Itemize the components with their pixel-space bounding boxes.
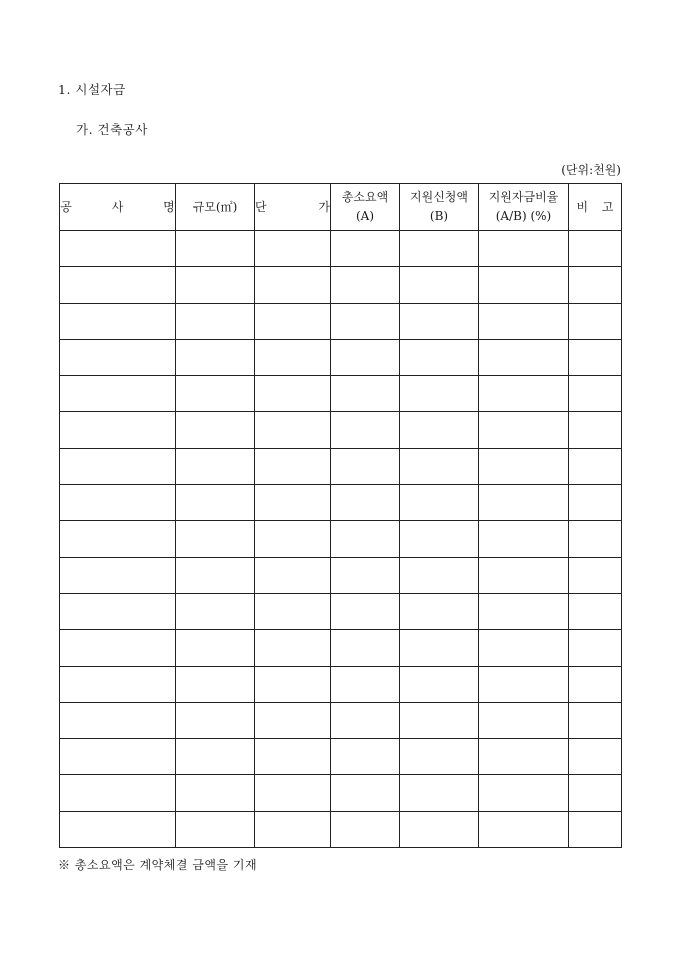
table-cell[interactable] [479,412,569,448]
table-cell[interactable] [400,448,479,484]
table-cell[interactable] [479,485,569,521]
table-cell[interactable] [400,412,479,448]
table-cell[interactable] [60,521,176,557]
header-support-request-sub: (B) [429,209,449,223]
table-row [60,811,622,847]
section-title: 1. 시설자금 [58,82,126,97]
table-row [60,485,622,521]
table-cell[interactable] [400,303,479,339]
table-cell[interactable] [569,521,622,557]
table-cell[interactable] [479,521,569,557]
table-cell[interactable] [479,775,569,811]
table-cell[interactable] [479,231,569,267]
table-cell[interactable] [60,448,176,484]
table-cell[interactable] [479,593,569,629]
table-cell[interactable] [255,412,331,448]
table-cell[interactable] [569,630,622,666]
table-cell[interactable] [331,593,400,629]
unit-note: (단위:천원) [561,163,621,177]
table-cell[interactable] [60,557,176,593]
table-row [60,267,622,303]
header-remarks [569,184,622,231]
table-cell[interactable] [569,376,622,412]
table-cell[interactable] [255,739,331,775]
table-cell[interactable] [176,376,255,412]
table-cell[interactable] [331,485,400,521]
table-row [60,521,622,557]
table-cell[interactable] [331,412,400,448]
table-row [60,448,622,484]
table-cell[interactable] [331,303,400,339]
table-cell[interactable] [176,666,255,702]
table-row [60,702,622,738]
table-cell[interactable] [569,339,622,375]
table-cell[interactable] [400,666,479,702]
table-cell[interactable] [176,775,255,811]
header-total-required-sub: (A) [355,209,375,223]
table-cell[interactable] [60,811,176,847]
table-cell[interactable] [400,267,479,303]
table-cell[interactable] [60,412,176,448]
table-cell[interactable] [331,231,400,267]
table-cell[interactable] [569,231,622,267]
table-cell[interactable] [569,702,622,738]
table-cell[interactable] [479,739,569,775]
table-cell[interactable] [60,339,176,375]
table-cell[interactable] [255,811,331,847]
table-cell[interactable] [331,376,400,412]
table-cell[interactable] [176,702,255,738]
table-cell[interactable] [400,231,479,267]
table-cell[interactable] [176,557,255,593]
table-cell[interactable] [60,630,176,666]
construction-cost-table [59,183,622,848]
table-cell[interactable] [479,811,569,847]
table-cell[interactable] [331,811,400,847]
table-cell[interactable] [400,485,479,521]
table-cell[interactable] [400,376,479,412]
table-row [60,775,622,811]
table-cell[interactable] [60,303,176,339]
table-cell[interactable] [60,231,176,267]
table-cell[interactable] [255,485,331,521]
table-cell[interactable] [331,339,400,375]
table-row [60,339,622,375]
header-scale-label: 규모(㎡) [192,199,238,214]
table-cell[interactable] [569,303,622,339]
header-project-name [60,184,193,231]
header-remarks-label: 비 고 [576,199,619,214]
table-cell[interactable] [400,339,479,375]
table-cell[interactable] [331,521,400,557]
table-cell[interactable] [479,376,569,412]
table-cell[interactable] [255,267,331,303]
header-unit-price-label: 단 가 [255,199,354,214]
table-cell[interactable] [60,666,176,702]
table-row [60,739,622,775]
table-cell[interactable] [331,739,400,775]
table-cell[interactable] [255,666,331,702]
table-cell[interactable] [400,702,479,738]
table-cell[interactable] [569,666,622,702]
table-cell[interactable] [176,448,255,484]
table-cell[interactable] [176,303,255,339]
table-cell[interactable] [479,557,569,593]
table-cell[interactable] [331,775,400,811]
table-cell[interactable] [176,811,255,847]
table-row [60,593,622,629]
table-cell[interactable] [569,593,622,629]
table-row [60,412,622,448]
table-cell[interactable] [255,303,331,339]
table-row [60,303,622,339]
table-cell[interactable] [331,448,400,484]
table-cell[interactable] [60,267,176,303]
table-cell[interactable] [569,412,622,448]
header-unit-price [255,184,354,231]
table-cell[interactable] [479,267,569,303]
table-cell[interactable] [176,630,255,666]
table-cell[interactable] [479,666,569,702]
table-cell[interactable] [400,557,479,593]
subsection-title: 가. 건축공사 [76,122,148,137]
table-cell[interactable] [176,739,255,775]
header-support-request-label: 지원신청액 [410,190,468,204]
table-cell[interactable] [400,593,479,629]
table-cell[interactable] [255,775,331,811]
table-cell[interactable] [255,557,331,593]
table-cell[interactable] [400,739,479,775]
table-cell[interactable] [176,339,255,375]
header-total-required-label: 총소요액 [341,190,389,204]
table-body [60,231,622,848]
table-cell[interactable] [176,412,255,448]
table-cell[interactable] [255,593,331,629]
table-cell[interactable] [331,702,400,738]
table-cell[interactable] [176,521,255,557]
table-header-row [60,184,622,231]
table-cell[interactable] [569,557,622,593]
header-support-ratio-sub: (A/B) (%) [495,209,552,223]
table-cell[interactable] [60,702,176,738]
table-cell[interactable] [400,811,479,847]
table-cell[interactable] [569,739,622,775]
table-cell[interactable] [255,630,331,666]
table-cell[interactable] [255,376,331,412]
table-cell[interactable] [331,630,400,666]
table-cell[interactable] [479,339,569,375]
table-cell[interactable] [569,448,622,484]
table-row [60,666,622,702]
table-cell[interactable] [331,557,400,593]
table-cell[interactable] [255,521,331,557]
table-cell[interactable] [479,630,569,666]
table-cell[interactable] [176,231,255,267]
table-cell[interactable] [569,267,622,303]
header-support-ratio [479,184,569,231]
footnote: ※ 총소요액은 계약체결 금액을 기재 [58,858,258,872]
table-cell[interactable] [60,376,176,412]
table-cell[interactable] [569,775,622,811]
table-cell[interactable] [331,666,400,702]
header-support-ratio-label: 지원자금비율 [488,190,559,204]
table-cell[interactable] [255,231,331,267]
table-cell[interactable] [60,593,176,629]
table-cell[interactable] [176,485,255,521]
table-cell[interactable] [60,775,176,811]
table-row [60,231,622,267]
table-cell[interactable] [569,811,622,847]
table-cell[interactable] [255,448,331,484]
table-cell[interactable] [479,448,569,484]
table-cell[interactable] [569,485,622,521]
table-cell[interactable] [255,339,331,375]
header-project-name-label: 공 사 명 [60,199,193,214]
table-row [60,630,622,666]
table-cell[interactable] [60,739,176,775]
table-cell[interactable] [176,593,255,629]
table-cell[interactable] [60,485,176,521]
table-cell[interactable] [331,267,400,303]
table-cell[interactable] [400,630,479,666]
table-cell[interactable] [479,702,569,738]
table-row [60,376,622,412]
header-support-request [400,184,479,231]
table-cell[interactable] [400,521,479,557]
table-cell[interactable] [400,775,479,811]
table-row [60,557,622,593]
table-cell[interactable] [255,702,331,738]
table-cell[interactable] [479,303,569,339]
table-cell[interactable] [176,267,255,303]
